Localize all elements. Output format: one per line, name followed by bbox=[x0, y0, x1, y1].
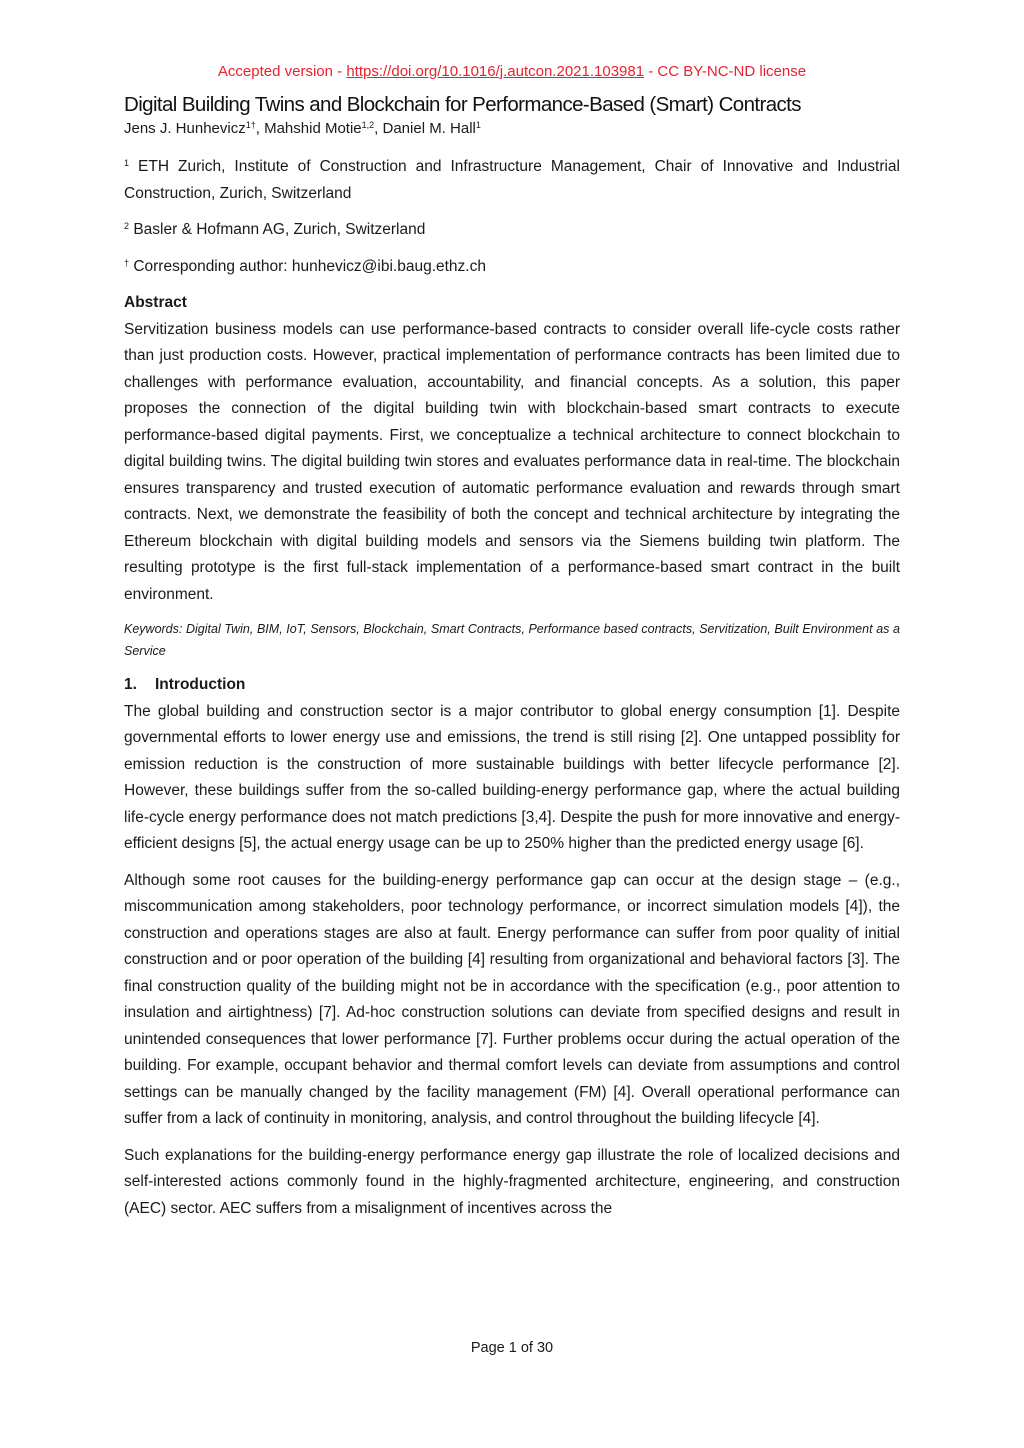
license-prefix: Accepted version - bbox=[217, 63, 347, 80]
affiliation-text: Basler & Hofmann AG, Zurich, Switzerland bbox=[129, 221, 426, 238]
affiliation-text: ETH Zurich, Institute of Construction and Infrastructure Management, Chair of Innovative and Industrial Construction, Zurich, Switzerland bbox=[124, 158, 900, 202]
author-name: Jens J. Hunhevicz bbox=[124, 120, 246, 137]
author-affiliation-mark: 1 bbox=[475, 120, 481, 130]
affiliation-mark: 1 bbox=[124, 158, 130, 168]
page-number: Page 1 of 30 bbox=[470, 1340, 554, 1356]
author-name: Mahshid Motie bbox=[264, 120, 362, 137]
body-paragraph: Although some root causes for the building-energy performance gap can occur at the design stage – (e.g., miscommunication among stakeholders, poor technology performance, or incorrect simulation models [4]), the construction and operations stages are also at fault. Energy performance can suffer from poor quality of initial construction and or poor operation of the building [4] resulting from organizational and behavioral factors [3]. The final construction quality of the building might not be in accordance with the specification (e.g., poor attention to insulation and airtightness) [7]. Ad-hoc construction solutions can deviate from specified designs and result in unintended consequences that lower performance [7]. Further problems occur during the actual operation of the building. For example, occupant behavior and thermal comfort levels can deviate from assumptions and control settings can be manually changed by the facility management (FM) [4]. Overall operational performance can suffer from a lack of continuity in monitoring, analysis, and control throughout the building lifecycle [4]. bbox=[124, 871, 900, 1127]
section-heading-introduction bbox=[124, 672, 900, 699]
keywords: Keywords: Digital Twin, BIM, IoT, Sensors, Blockchain, Smart Contracts, Performance based contracts, Servitization, Built Environment as a Service bbox=[124, 622, 900, 658]
author-separator: , bbox=[374, 120, 383, 137]
affiliation bbox=[124, 154, 900, 207]
body-paragraph: The global building and construction sector is a major contributor to global energy consumption [1]. Despite governmental efforts to lower energy use and emissions, the trend is still rising [2]. One untapped possiblity for emission reduction is the construction of more sustainable buildings with better lifecycle performance [2]. However, these buildings suffer from the so-called building-energy performance gap, where the actual building life-cycle energy performance does not match predictions [3,4]. Despite the push for more innovative and energy-efficient designs [5], the actual energy usage can be up to 250% higher than the predicted energy usage [6]. bbox=[124, 702, 900, 852]
section-number: 1. bbox=[124, 676, 137, 693]
paper-page bbox=[124, 62, 900, 1232]
author-separator: , bbox=[255, 120, 265, 137]
author-affiliation-mark: 1,2 bbox=[361, 120, 375, 130]
affiliation-text: Corresponding author: hunhevicz@ibi.baug.ethz.ch bbox=[129, 257, 486, 275]
author-affiliation-mark: 1† bbox=[245, 120, 256, 130]
body-paragraph: Such explanations for the building-energy performance energy gap illustrate the role of localized decisions and self-interested actions commonly found in the highly-fragmented architecture, engineering, and construction (AEC) sector. AEC suffers from a misalignment of incentives across the bbox=[124, 1146, 900, 1217]
author-name: Daniel M. Hall bbox=[382, 120, 476, 137]
author-list bbox=[124, 118, 900, 140]
affiliation-mark: 2 bbox=[124, 221, 130, 231]
affiliation bbox=[124, 217, 900, 244]
affiliation-mark: † bbox=[124, 257, 130, 268]
paper-title: Digital Building Twins and Blockchain for Performance-Based (Smart) Contracts bbox=[124, 93, 801, 116]
section-title: Introduction bbox=[155, 676, 246, 693]
license-line bbox=[124, 62, 900, 82]
doi-link[interactable]: https://doi.org/10.1016/j.autcon.2021.103981 bbox=[346, 63, 645, 80]
abstract-text: Servitization business models can use performance-based contracts to consider overall life-cycle costs rather than just production costs. However, practical implementation of performance contracts has been limited due to challenges with performance evaluation, accountability, and financial concepts. As a solution, this paper proposes the connection of the digital building twin with blockchain-based smart contracts to execute performance-based digital payments. First, we conceptualize a technical architecture to connect blockchain to digital building twins. The digital building twin stores and evaluates performance data in real-time. The blockchain ensures transparency and trusted execution of automatic performance evaluation and rewards through smart contracts. Next, we demonstrate the feasibility of both the concept and technical architecture by integrating the Ethereum blockchain with digital building models and sensors via the Siemens building twin platform. The resulting prototype is the first full-stack implementation of a performance-based smart contract in the built environment. bbox=[124, 320, 900, 603]
license-suffix: - CC BY-NC-ND license bbox=[644, 63, 807, 80]
abstract-heading: Abstract bbox=[124, 294, 187, 311]
corresponding-author bbox=[124, 254, 900, 281]
